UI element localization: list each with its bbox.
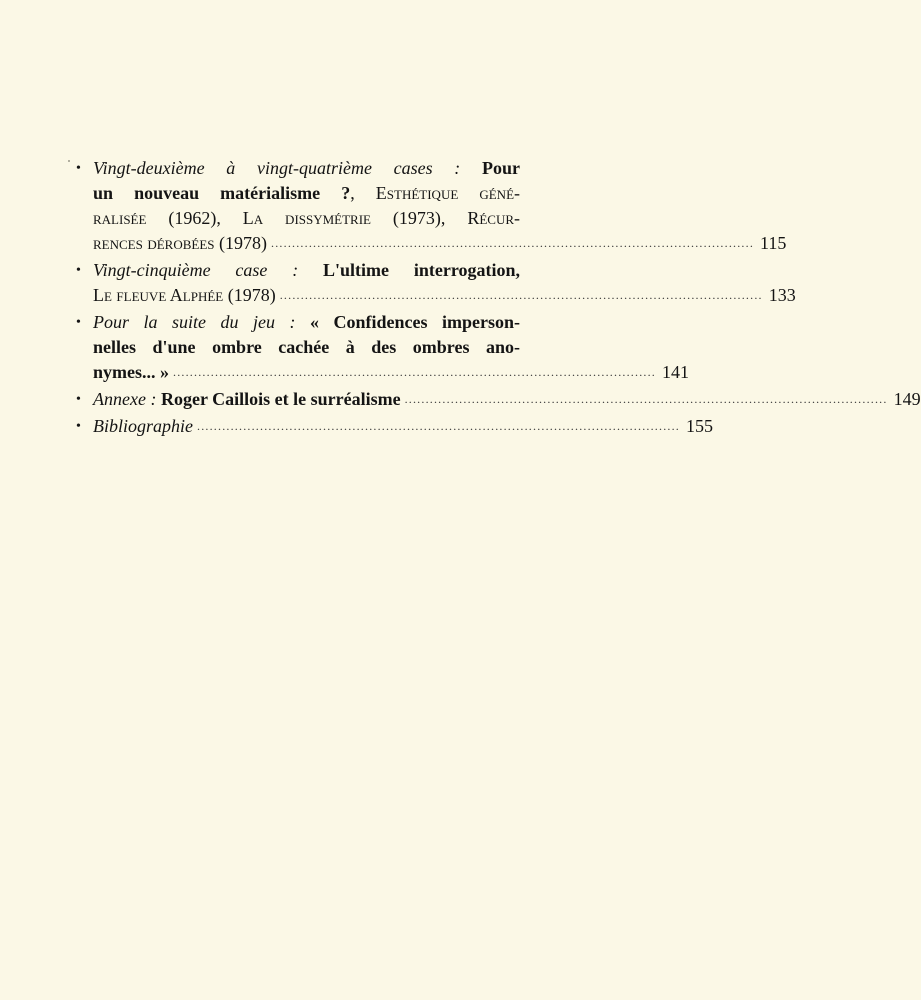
- toc-entry-text: [93, 208, 520, 228]
- toc-text-segment: (1978): [223, 285, 276, 305]
- toc-entry-line: [93, 335, 520, 360]
- toc-text-segment: Bibliographie: [93, 416, 193, 436]
- toc-entry-text: [93, 283, 276, 308]
- toc-entry-text: [93, 387, 401, 412]
- toc-entry: [76, 310, 689, 385]
- toc-entry-line: [93, 206, 520, 231]
- toc-entry-line: [93, 181, 520, 206]
- toc-entry-line: [93, 231, 787, 256]
- dot-leader: ...................................................................................................................: [197, 419, 680, 433]
- toc-entry-line: [93, 283, 796, 308]
- toc-text-segment: ,: [350, 183, 376, 203]
- bullet-icon: •: [76, 161, 81, 176]
- toc-entry-line: [93, 387, 921, 412]
- toc-entry-text: [93, 158, 520, 178]
- toc-entry-text: [93, 231, 267, 256]
- toc-text-segment: La dissymétrie: [242, 208, 372, 228]
- toc-entry-line: [93, 156, 520, 181]
- bullet-icon: •: [76, 392, 81, 407]
- dot-leader: ...................................................................................................................: [271, 236, 755, 250]
- toc-entry: [76, 258, 796, 308]
- page-number: 141: [662, 362, 689, 382]
- toc-entry-text: [93, 337, 520, 357]
- toc-entry-line: [93, 414, 713, 439]
- toc-text-segment: un nouveau matérialisme ?: [93, 183, 351, 203]
- page-number: 133: [768, 285, 796, 305]
- toc-text-segment: (1978): [214, 233, 268, 253]
- toc-text-segment: Récur-: [467, 208, 520, 228]
- toc-entry-line: [93, 360, 689, 385]
- toc-text-segment: Vingt-cinquième case :: [93, 260, 324, 280]
- toc-text-segment: ralisée: [93, 208, 147, 228]
- page-number: 155: [686, 416, 713, 436]
- toc-text-segment: nelles d'une ombre cachée à des ombres ano-: [93, 337, 520, 357]
- toc-entry-text: [93, 260, 520, 280]
- toc-entry-text: [93, 312, 520, 332]
- toc-text-segment: L'ultime interrogation,: [323, 260, 520, 280]
- toc-entry-line: [93, 258, 520, 283]
- table-of-contents: [76, 156, 921, 441]
- toc-text-segment: Le fleuve Alphée: [93, 285, 224, 305]
- page-number: 115: [760, 233, 787, 253]
- dot-leader: ...................................................................................................................: [173, 365, 656, 379]
- toc-text-segment: Roger Caillois et le surréalisme: [160, 389, 401, 409]
- bullet-icon: •: [76, 315, 81, 330]
- toc-entry: [76, 414, 713, 439]
- toc-entry-line: [93, 310, 520, 335]
- toc-entry-text: [93, 183, 520, 203]
- toc-text-segment: Annexe :: [93, 389, 161, 409]
- toc-text-segment: (1973),: [371, 208, 468, 228]
- page-speck: [68, 160, 70, 162]
- toc-text-segment: Vingt-deuxième à vingt-quatrième cases :: [93, 158, 482, 178]
- toc-entry: [76, 387, 921, 412]
- dot-leader: ...................................................................................................................: [404, 392, 888, 406]
- toc-entry-text: [93, 414, 193, 439]
- toc-text-segment: Pour la suite du jeu :: [93, 312, 310, 332]
- dot-leader: ...................................................................................................................: [279, 288, 763, 302]
- toc-text-segment: nymes... »: [93, 362, 169, 382]
- toc-text-segment: « Confidences imperson-: [310, 312, 520, 332]
- toc-text-segment: Esthétique géné-: [375, 183, 521, 203]
- bullet-icon: •: [76, 419, 81, 434]
- toc-entry: [76, 156, 787, 256]
- toc-text-segment: (1962),: [146, 208, 243, 228]
- toc-text-segment: Pour: [482, 158, 520, 178]
- bullet-icon: •: [76, 263, 81, 278]
- toc-entry-text: [93, 360, 169, 385]
- page-number: 149: [893, 389, 921, 409]
- toc-text-segment: rences dérobées: [93, 233, 215, 253]
